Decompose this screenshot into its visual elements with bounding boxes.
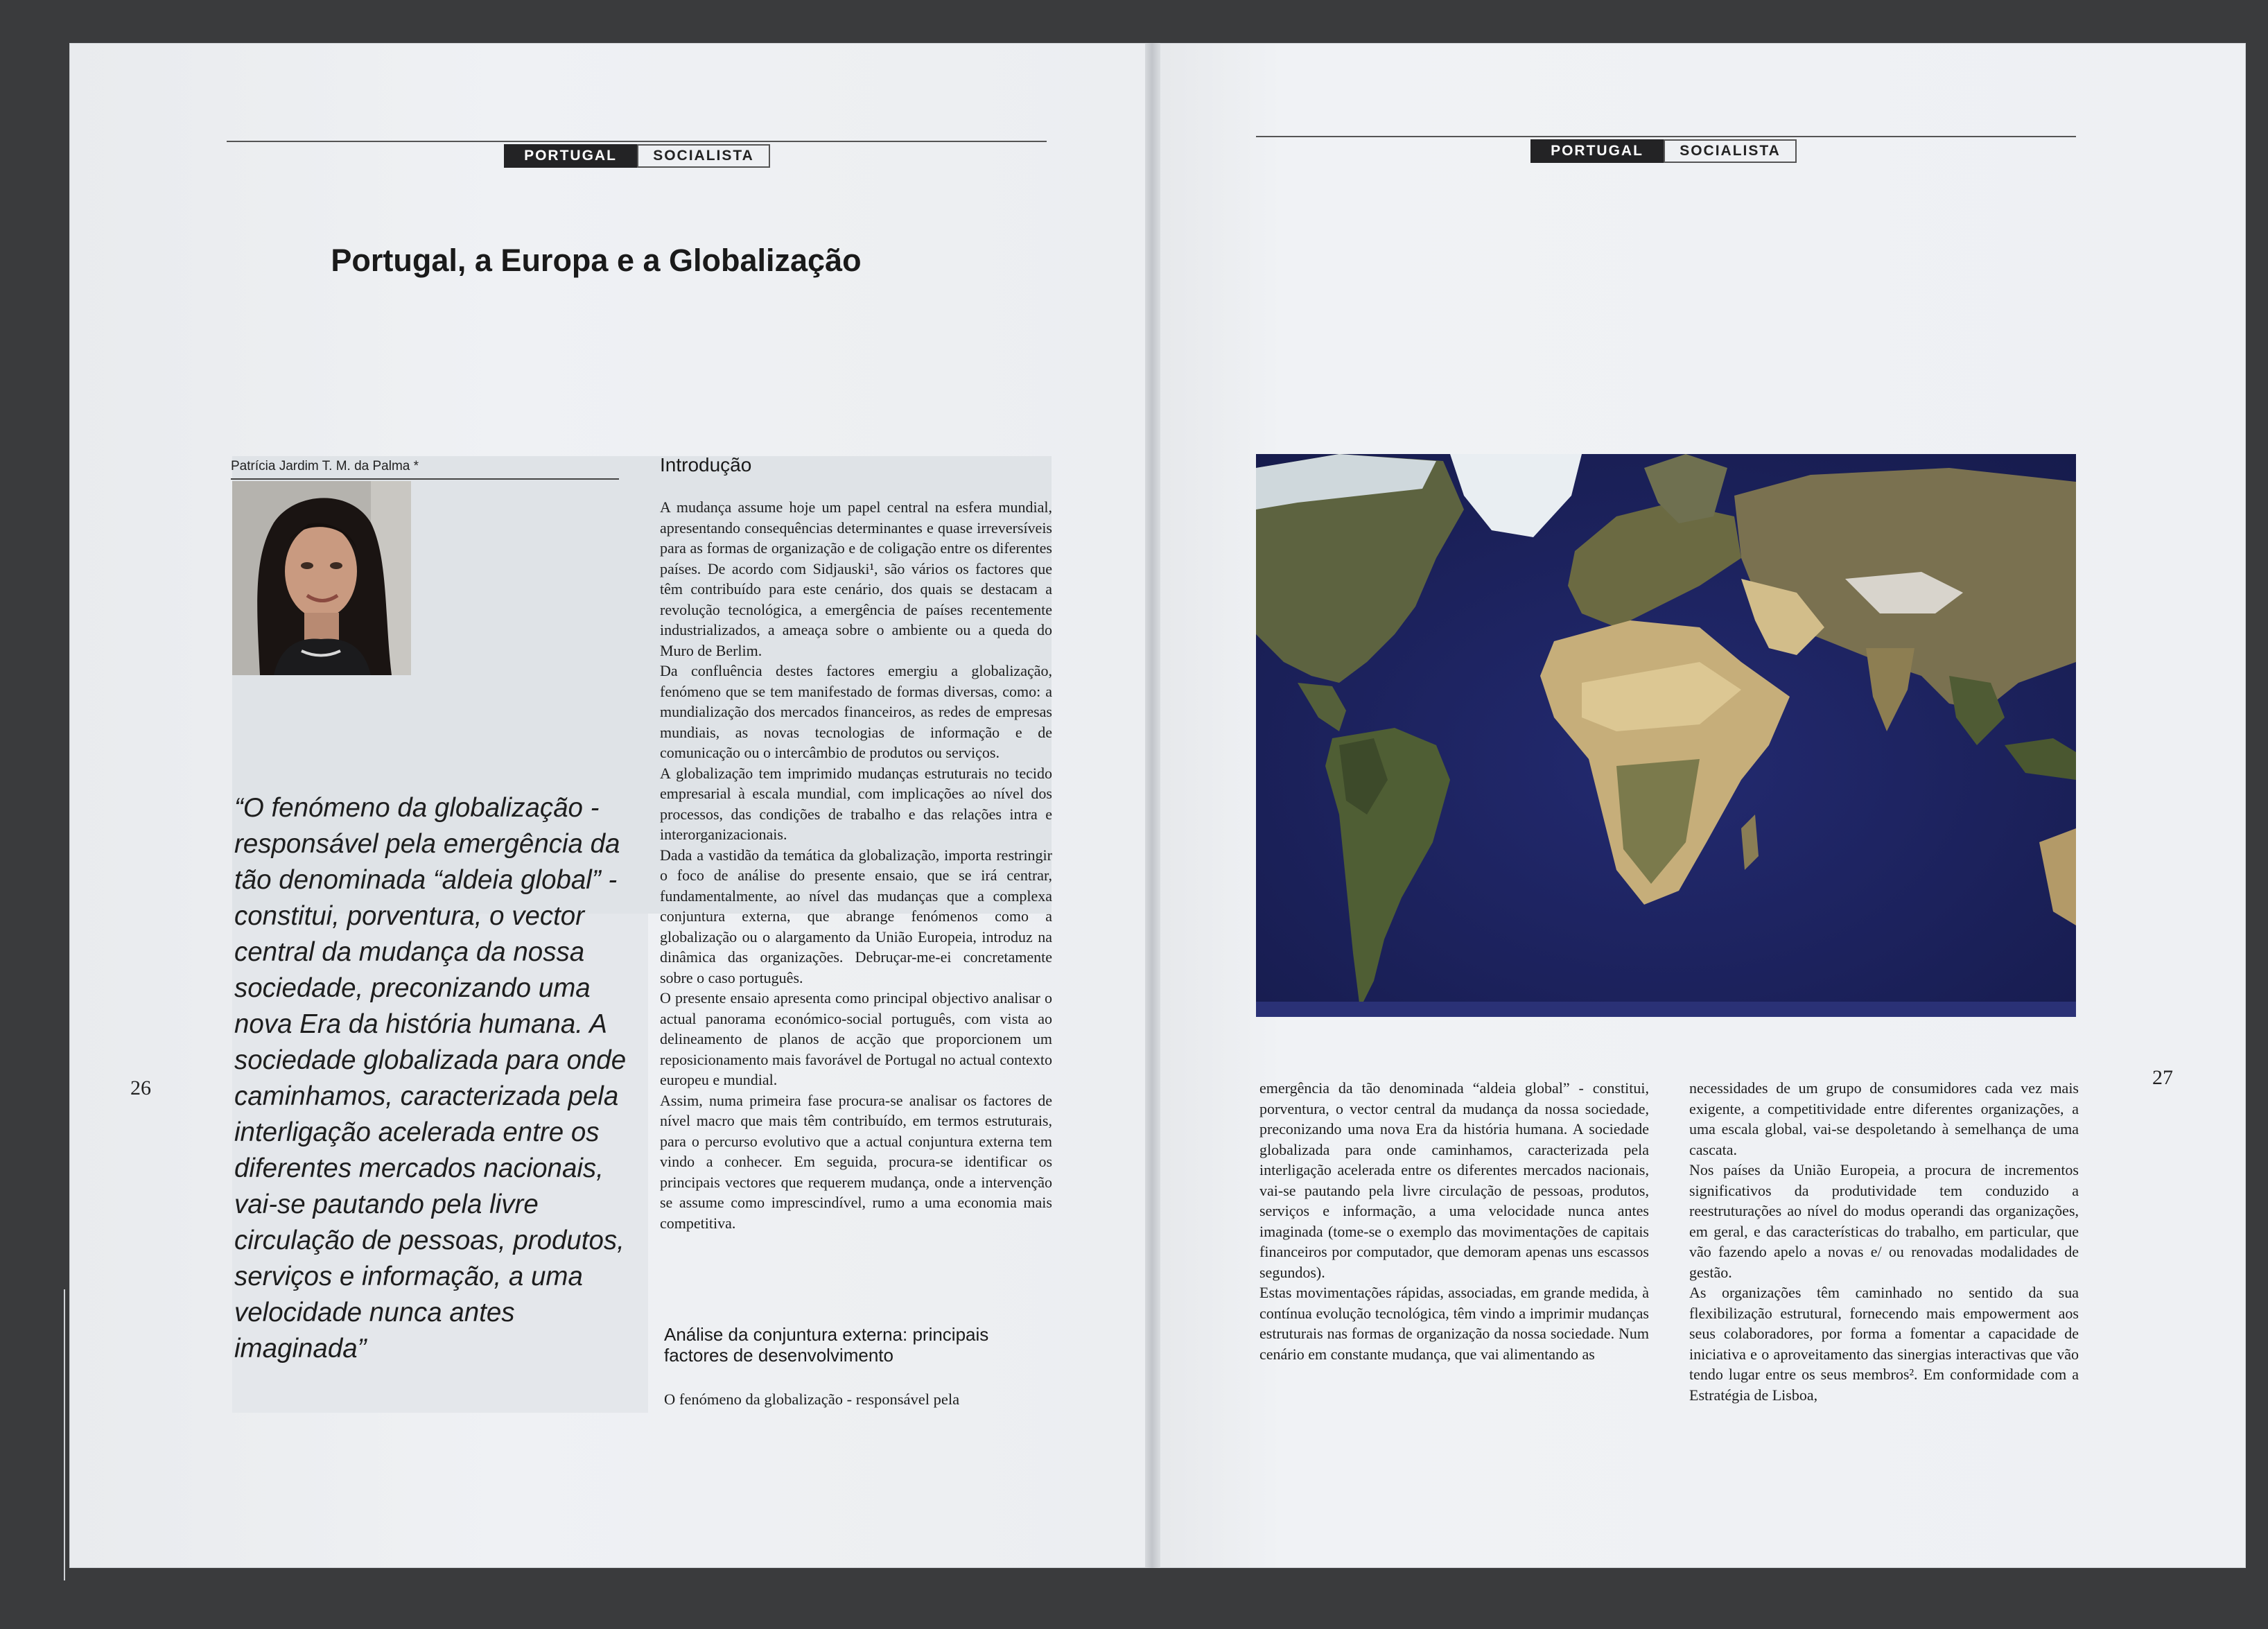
tag-socialista-right: SOCIALISTA (1664, 139, 1797, 163)
paragraph: necessidades de um grupo de consumidores cada vez mais exigente, a competitividade entre diferentes organizações, a uma escala global, vai-se despoletando à semelhança de uma cascata. (1689, 1079, 2079, 1158)
author-rule (231, 478, 619, 480)
paragraph: A mudança assume hoje um papel central na esfera mundial, apresentando consequências determinantes e quase irreversíveis para as formas de organização e de coligação entre os diferentes países. De acordo com Sidjauski¹, são vários os factores que têm contribuído para este cenário, dos quais se destacam a revolução tecnológica, a emergência de países recentemente industrializados, a ameaça sobre o ambiente ou a queda do Muro de Berlim. (660, 498, 1052, 659)
intro-body (660, 497, 1052, 1233)
page-number-right: 27 (2152, 1066, 2173, 1089)
paragraph: Estas movimentações rápidas, associadas, em grande medida, à contínua evolução tecnológica, têm vindo a imprimir mudanças estruturais nas formas de organização da nossa sociedade. Num cenário em constante mudança, que vai alimentando as (1259, 1284, 1649, 1363)
pull-quote: “O fenómeno da globalização - responsável pela emergência da tão denominada “aldeia global” - constitui, porventura, o vector central da mudança da nossa sociedade, preconizando uma nova Era da história humana. A sociedade globalizada para onde caminhamos, caracterizada pela interligação acelerada entre os diferentes mercados nacionais, vai-se pautando pela livre circulação de pessoas, produtos, serviços e informação, a uma velocidade nunca antes imaginada” (234, 793, 627, 1364)
page-number-left: 26 (130, 1077, 151, 1099)
tag-portugal-left: PORTUGAL (504, 144, 637, 168)
paragraph: emergência da tão denominada “aldeia global” - constitui, porventura, o vector central da mudança da nossa sociedade, preconizando uma nova Era da história humana. A sociedade globalizada para onde caminhamos, caracterizada pela interligação acelerada entre os diferentes mercados nacionais, vai-se pautando pela livre circulação de pessoas, produtos, serviços e informação, a uma velocidade nunca antes imaginada (tome-se o exemplo das movimentações de capitais financeiros por computador, que demoram apenas uns escassos segundos). (1259, 1079, 1649, 1281)
paragraph: Nos países da União Europeia, a procura de incrementos significativos da produtividade tem conduzido a reestruturações ao nível do modus operandi das organizações, em geral, e das características do trabalho, em particular, que vão fazendo apelo a novas e/ ou renovadas modalidades de gestão. (1689, 1161, 2079, 1281)
author-photo (232, 481, 411, 675)
section-heading-analise: Análise da conjuntura externa: principais factores de desenvolvimento (664, 1324, 989, 1366)
paragraph: Dada a vastidão da temática da globalização, importa restringir o foco de análise do presente ensaio, que se irá centrar, fundamentalmente, ao nível das mudanças que a complexa conjuntura externa, que abrange fenómenos como a globalização ou o alargamento da União Europeia, introduz na dinâmica das organizações. Debruçar-me-ei concretamente sobre o caso português. (660, 846, 1052, 986)
section-heading-introducao: Introdução (660, 454, 752, 476)
tag-socialista-left: SOCIALISTA (637, 144, 770, 168)
spine-gutter (1145, 43, 1160, 1568)
section2-start: O fenómeno da globalização - responsável pela (664, 1391, 960, 1408)
article-title: Portugal, a Europa e a Globalização (331, 243, 862, 278)
paragraph: Da confluência destes factores emergiu a globalização, fenómeno que se tem manifestado de formas diversas, como: a mundialização dos mercados financeiros, as redes de empresas mundiais, as novas tecnologias de informação e de comunicação ou o intercâmbio de produtos ou serviços. (660, 662, 1052, 761)
tag-portugal-right: PORTUGAL (1530, 139, 1664, 163)
right-column-1 (1259, 1078, 1649, 1364)
world-map-image (1256, 454, 2076, 1017)
header-rule-right (1256, 136, 2076, 137)
author-name: Patrícia Jardim T. M. da Palma * (231, 459, 419, 473)
paragraph: A globalização tem imprimido mudanças estruturais no tecido empresarial à escala mundial, com implicações ao nível dos processos, das condições de trabalho e das relações intra e interorganizacionais. (660, 764, 1052, 843)
paragraph: Assim, numa primeira fase procura-se analisar os factores de nível macro que mais têm contribuído, em termos estruturais, para o percurso evolutivo que a actual conjuntura externa tem vindo a conhecer. Em seguida, procura-se identificar os principais vectores que requerem mudança, onde a intervenção se assume como imprescindível, rumo a uma economia mais competitiva. (660, 1091, 1052, 1232)
paragraph: O presente ensaio apresenta como principal objectivo analisar o actual panorama económico-social português, com vista ao delineamento de planos de acção que proporcionem um reposicionamento mais favorável de Portugal no actual contexto europeu e mundial. (660, 989, 1052, 1088)
page-edges (64, 1289, 72, 1580)
right-column-2 (1689, 1078, 2079, 1405)
paragraph: As organizações têm caminhado no sentido da sua flexibilização estrutural, fornecendo mais empowerment aos seus colaboradores, por forma a fomentar a capacidade de iniciativa e o aproveitamento das sinergias interactivas que vão tendo lugar entre os seus membros². Em conformidade com a Estratégia de Lisboa, (1689, 1284, 2079, 1404)
header-rule-left (227, 141, 1047, 142)
